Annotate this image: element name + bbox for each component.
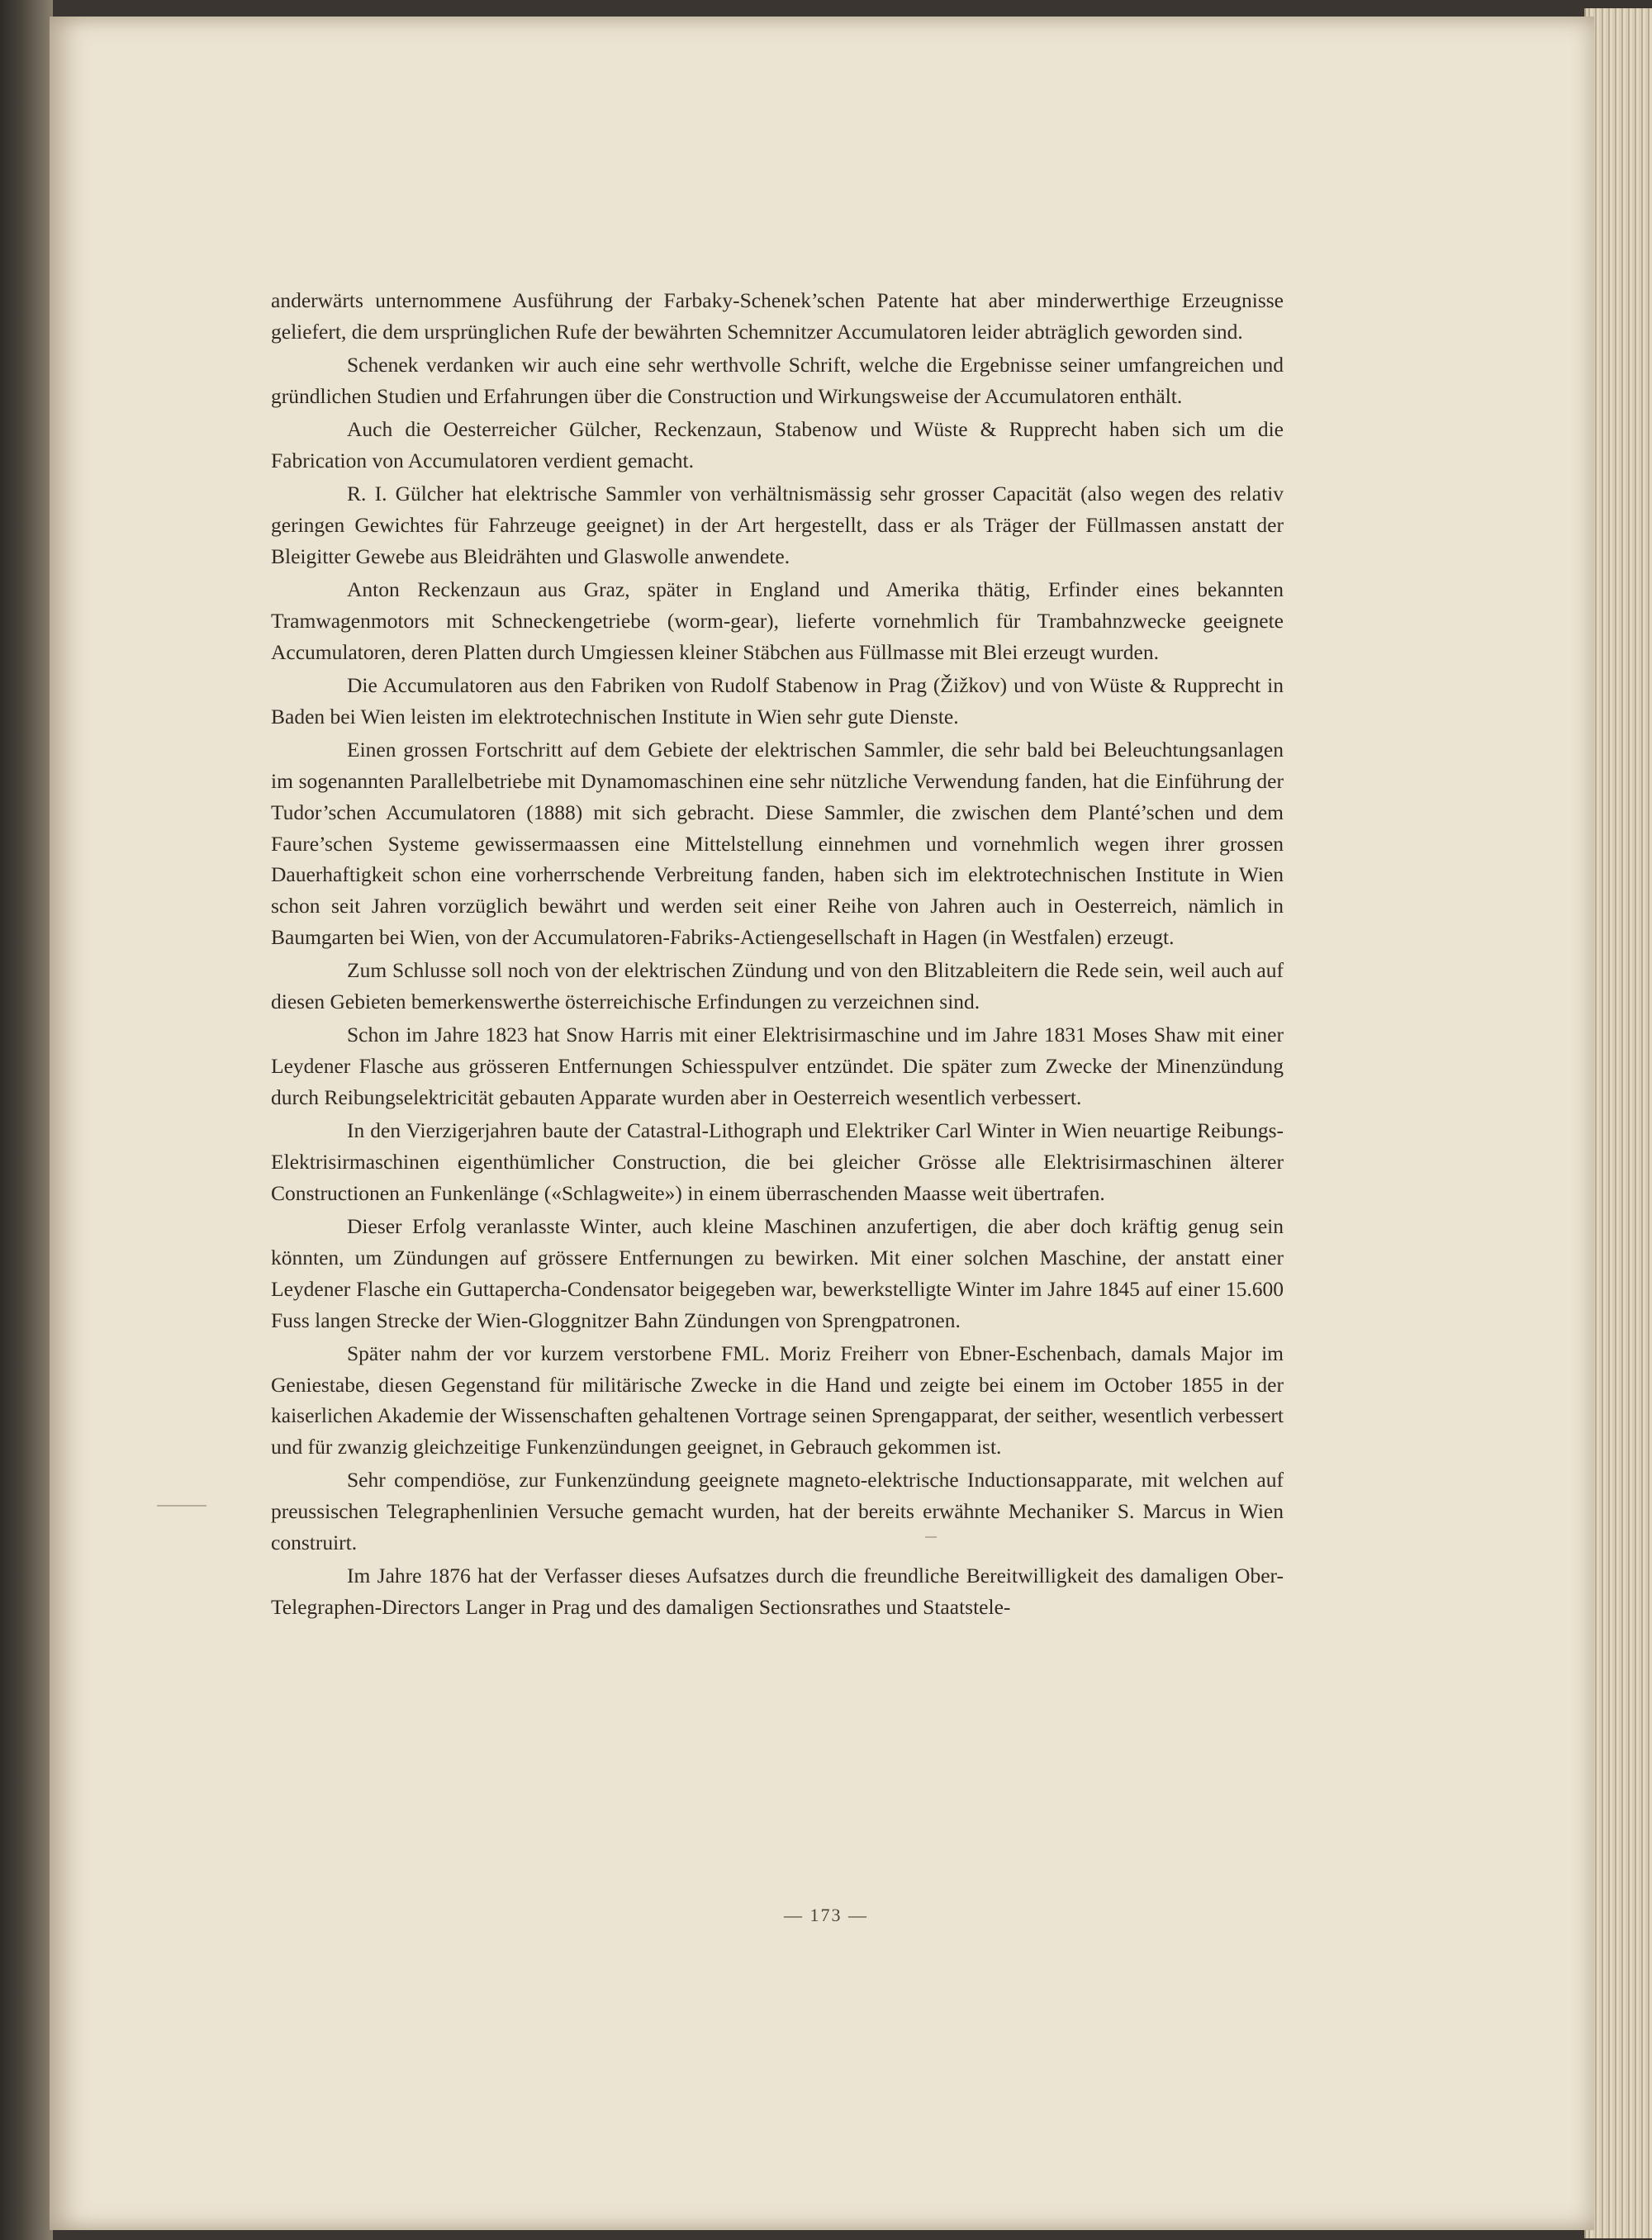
paragraph: Einen grossen Fortschritt auf dem Gebiete der elektrischen Sammler, die sehr bald bei Beleuchtungsanlagen im sogenannten Parallelbetriebe mit Dynamomaschinen eine sehr nützliche Verwendung fanden, hat die Einführung der Tudor’schen Accumulatoren (1888) mit sich gebracht. Diese Sammler, die zwischen dem Planté’schen und dem Faure’schen Systeme gewissermaassen eine Mittelstellung einnehmen und vornehmlich wegen ihrer grossen Dauerhaftigkeit schon eine vorherrschende Verbreitung fanden, haben sich im elektrotechnischen Institute in Wien schon seit Jahren vorzüglich bewährt und werden seit einer Reihe von Jahren auch in Oesterreich, nämlich in Baumgarten bei Wien, von der Accumulatoren-Fabriks-Actiengesellschaft in Hagen (in Westfalen) erzeugt. [271, 738, 1284, 949]
paragraph: Die Accumulatoren aus den Fabriken von Rudolf Stabenow in Prag (Žižkov) und von Wüste & Rupprecht in Baden bei Wien leisten im elektrotechnischen Institute in Wien sehr gute Dienste. [271, 673, 1284, 728]
paragraph: Zum Schlusse soll noch von der elektrischen Zündung und von den Blitzableitern die Rede sein, weil auch auf diesen Gebieten bemerkenswerthe österreichische Erfindungen zu verzeichnen sind. [271, 958, 1284, 1014]
paragraph: Sehr compendiöse, zur Funkenzündung geeignete magneto-elektrische Inductionsapparate, mit welchen auf preussischen Telegraphenlinien Versuche gemacht wurden, hat der bereits erwähnte Mechaniker S. Marcus in Wien construirt. [271, 1468, 1284, 1555]
paragraph: In den Vierzigerjahren baute der Catastral-Lithograph und Elektriker Carl Winter in Wien neuartige Reibungs-Elektrisirmaschinen eigenthümlicher Construction, die bei gleicher Grösse alle Elektrisirmaschinen älterer Constructionen an Funkenlänge («Schlagweite») in einem überraschenden Maasse weit übertrafen. [271, 1118, 1284, 1205]
paragraph: Anton Reckenzaun aus Graz, später in England und Amerika thätig, Erfinder eines bekannten Tramwagenmotors mit Schneckengetriebe (worm-gear), lieferte vornehmlich für Trambahnzwecke geeignete Accumulatoren, deren Platten durch Umgiessen kleiner Stäbchen aus Füllmasse mit Blei erzeugt wurden. [271, 577, 1284, 664]
margin-mark [157, 1505, 206, 1507]
paragraph: Im Jahre 1876 hat der Verfasser dieses Aufsatzes durch die freundliche Bereitwilligkeit des damaligen Ober-Telegraphen-Directors Langer in Prag und des damaligen Sectionsrathes und Staatstele- [271, 1564, 1284, 1620]
paragraph: R. I. Gülcher hat elektrische Sammler von verhältnismässig sehr grosser Capacität (also wegen des relativ geringen Gewichtes für Fahrzeuge geeignet) in der Art hergestellt, dass er als Träger der Füllmassen anstatt der Bleigitter Gewebe aus Bleidrähten und Glaswolle anwendete. [271, 482, 1284, 568]
body-text [271, 285, 1284, 1625]
paragraph: Dieser Erfolg veranlasste Winter, auch kleine Maschinen anzufertigen, die aber doch kräftig genug sein könnten, um Zündungen auf grössere Entfernungen zu bewirken. Mit einer solchen Maschine, der anstatt einer Leydener Flasche ein Guttapercha-Condensator beigegeben war, bewerkstelligte Winter im Jahre 1845 auf einer 15.600 Fuss langen Strecke der Wien-Gloggnitzer Bahn Zündungen von Sprengpatronen. [271, 1214, 1284, 1332]
paragraph: Auch die Oesterreicher Gülcher, Reckenzaun, Stabenow und Wüste & Rupprecht haben sich um die Fabrication von Accumulatoren verdient gemacht. [271, 417, 1284, 472]
paragraph: Später nahm der vor kurzem verstorbene FML. Moriz Freiherr von Ebner-Eschenbach, damals Major im Geniestabe, diesen Gegenstand für militärische Zwecke in die Hand und zeigte bei einem im October 1855 in der kaiserlichen Akademie der Wissenschaften gehaltenen Vortrage seinen Sprengapparat, der seither, wesentlich verbessert und für zwanzig gleichzeitige Funkenzündungen geeignet, in Gebrauch gekommen ist. [271, 1341, 1284, 1459]
page-stack-edges [1584, 8, 1652, 2238]
paragraph: Schenek verdanken wir auch eine sehr werthvolle Schrift, welche die Ergebnisse seiner umfangreichen und gründlichen Studien und Erfahrungen über die Construction und Wirkungsweise der Accumulatoren enthält. [271, 353, 1284, 408]
paragraph: Schon im Jahre 1823 hat Snow Harris mit einer Elektrisirmaschine und im Jahre 1831 Moses Shaw mit einer Leydener Flasche aus grösseren Entfernungen Schiesspulver entzündet. Die später zum Zwecke der Minenzündung durch Reibungselektricität gebauten Apparate wurden aber in Oesterreich wesentlich verbessert. [271, 1023, 1284, 1109]
paragraph: anderwärts unternommene Ausführung der Farbaky-Schenek’schen Patente hat aber minderwerthige Erzeugnisse geliefert, die dem ursprünglichen Rufe der bewährten Schemnitzer Accumulatoren leider abträglich geworden sind. [271, 288, 1284, 344]
page-number: — 173 — [784, 1905, 868, 1925]
